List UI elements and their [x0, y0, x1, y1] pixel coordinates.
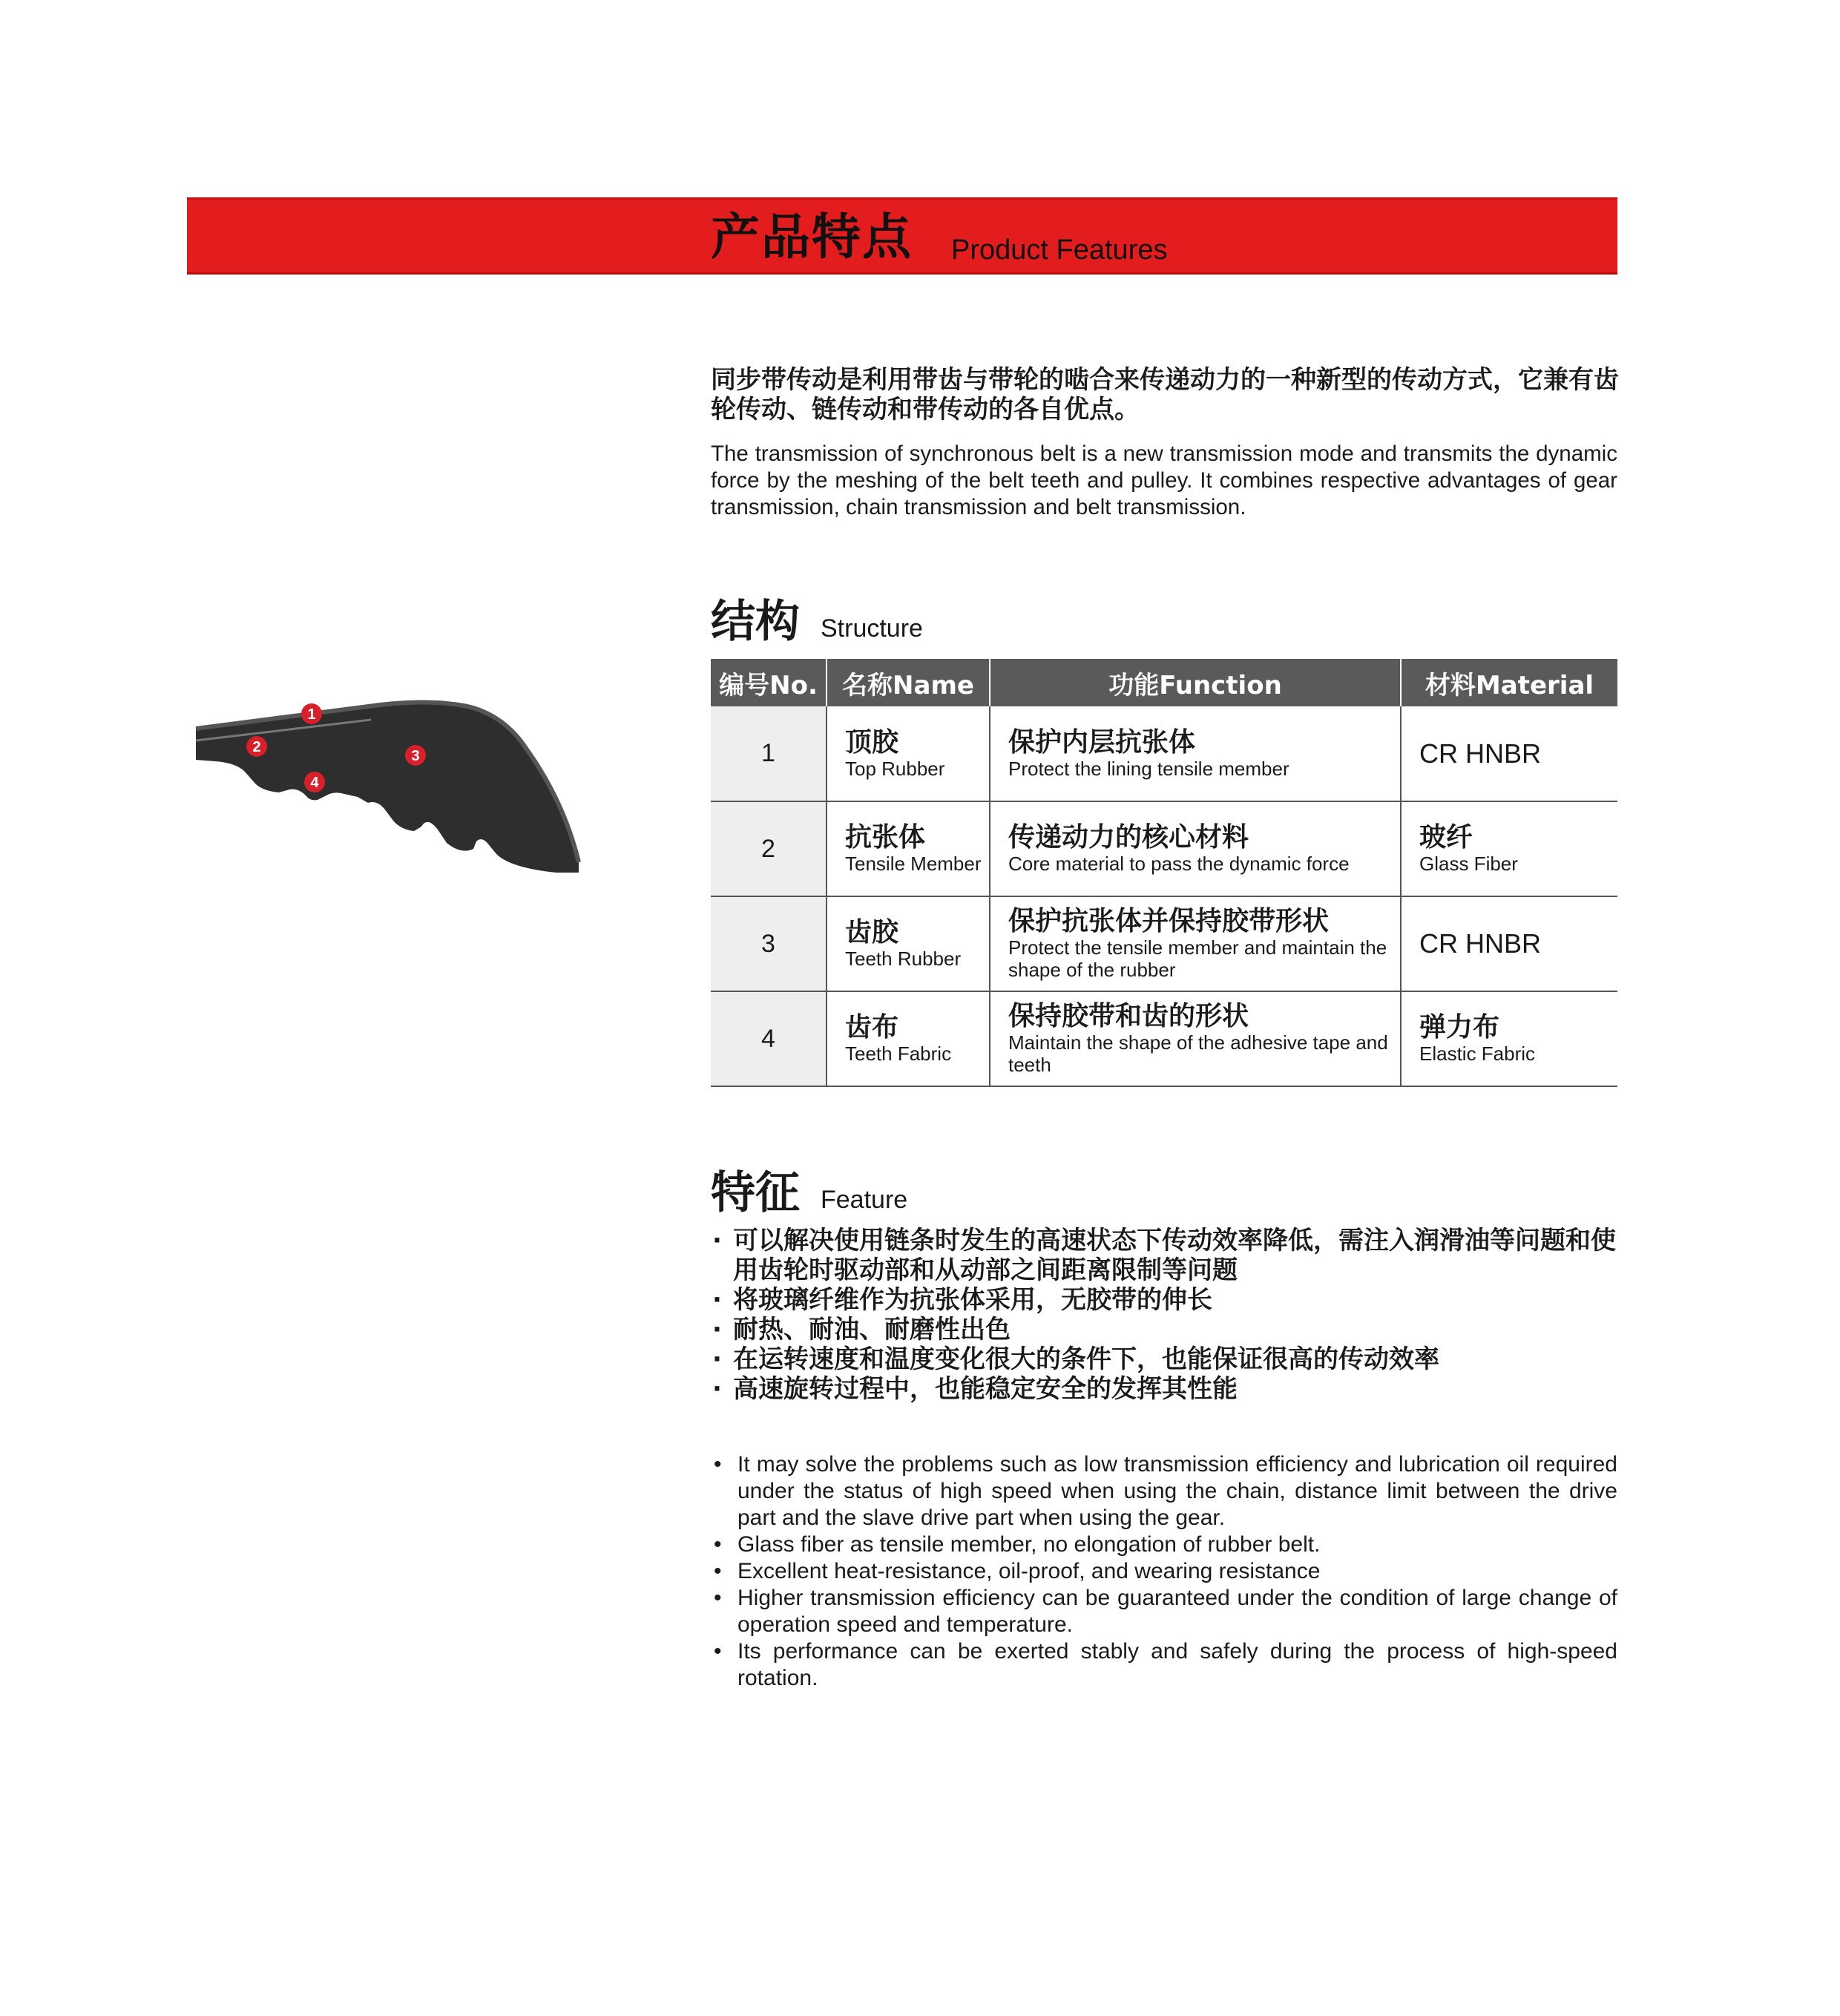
function-cn: 保持胶带和齿的形状	[1008, 1001, 1249, 1031]
name-cn: 齿布	[845, 1012, 899, 1043]
cell-material	[1401, 706, 1617, 801]
list-item: · 可以解决使用链条时发生的高速状态下传动效率降低，需注入润滑油等问题和使用齿轮时驱动部和从动部之间距离限制等问题	[711, 1226, 1631, 1285]
cell-function	[990, 896, 1401, 991]
table-header-row	[711, 659, 1617, 706]
banner-title-cn: 产品特点	[711, 209, 913, 266]
list-item: • It may solve the problems such as low transmission efficiency and lubrication oil required under the status of high speed when using the chain, distance limit between the drive part and the slave drive part when using the gear.	[711, 1451, 1617, 1531]
cell-name	[827, 991, 990, 1086]
svg-text:1: 1	[307, 706, 316, 723]
cell-no: 1	[711, 706, 827, 801]
part-marker-2	[246, 736, 267, 757]
name-en: Tensile Member	[845, 853, 982, 875]
cell-no: 3	[711, 896, 827, 991]
structure-heading	[711, 586, 923, 650]
cell-material	[1401, 991, 1617, 1086]
list-item: • Glass fiber as tensile member, no elongation of rubber belt.	[711, 1531, 1617, 1558]
svg-text:4: 4	[310, 775, 319, 791]
intro-text-cn: 同步带传动是利用带齿与带轮的啮合来传递动力的一种新型的传动方式，它兼有齿轮传动、链传动和带传动的各自优点。	[711, 365, 1619, 424]
structure-heading-cn: 结构	[711, 596, 800, 648]
material-en: Elastic Fabric	[1419, 1043, 1536, 1065]
table-row	[711, 801, 1617, 896]
function-cn: 传递动力的核心材料	[1008, 822, 1249, 853]
belt-diagram	[185, 690, 645, 883]
banner-title-en: Product Features	[951, 234, 1168, 266]
cell-function	[990, 991, 1401, 1086]
part-marker-1	[301, 703, 322, 724]
cell-material	[1401, 801, 1617, 896]
feature-heading	[711, 1158, 907, 1221]
cell-material	[1401, 896, 1617, 991]
cell-name	[827, 706, 990, 801]
table-row	[711, 991, 1617, 1086]
col-header-material: 材料Material	[1401, 659, 1617, 706]
name-en: Teeth Fabric	[845, 1043, 952, 1065]
name-cn: 顶胶	[845, 726, 899, 758]
svg-text:2: 2	[252, 739, 261, 755]
col-header-name: 名称Name	[827, 659, 990, 706]
name-en: Top Rubber	[845, 757, 945, 780]
section-banner	[187, 197, 1617, 275]
cell-name	[827, 896, 990, 991]
function-en: Core material to pass the dynamic force	[1008, 853, 1350, 875]
cell-function	[990, 706, 1401, 801]
name-en: Teeth Rubber	[845, 948, 962, 970]
intro-text-en: The transmission of synchronous belt is a new transmission mode and transmits the dynamic force by the meshing of the belt teeth and pulley. It combines respective advantages of gear transmission, chain transmission and belt transmission.	[711, 441, 1617, 519]
table-row	[711, 896, 1617, 991]
structure-table	[711, 659, 1617, 1087]
material-cn: 玻纤	[1419, 822, 1473, 853]
material-en: CR HNBR	[1419, 928, 1542, 959]
part-marker-3	[405, 745, 426, 766]
list-item: · 在运转速度和温度变化很大的条件下，也能保证很高的传动效率	[711, 1344, 1631, 1374]
cell-no: 4	[711, 991, 827, 1086]
list-item: · 耐热、耐油、耐磨性出色	[711, 1315, 1631, 1344]
belt-body	[196, 702, 579, 873]
material-cn: 弹力布	[1419, 1012, 1500, 1043]
material-en: Glass Fiber	[1419, 853, 1518, 875]
function-en: Maintain the shape of the adhesive tape and teeth	[1008, 1031, 1388, 1076]
function-en: Protect the tensile member and maintain the shape of the rubber	[1008, 936, 1387, 981]
function-en: Protect the lining tensile member	[1008, 757, 1289, 780]
feature-list-cn	[711, 1226, 1631, 1404]
list-item: • Its performance can be exerted stably and safely during the process of high-speed rotation.	[711, 1638, 1617, 1692]
name-cn: 齿胶	[845, 917, 899, 948]
feature-heading-cn: 特征	[711, 1167, 800, 1219]
cell-no: 2	[711, 801, 827, 896]
list-item: · 高速旋转过程中，也能稳定安全的发挥其性能	[711, 1374, 1631, 1404]
material-en: CR HNBR	[1419, 738, 1542, 769]
cell-function	[990, 801, 1401, 896]
col-header-no: 编号No.	[711, 659, 827, 706]
list-item: • Higher transmission efficiency can be guaranteed under the condition of large change of operation speed and temperature.	[711, 1585, 1617, 1638]
svg-text:3: 3	[411, 748, 420, 764]
part-marker-4	[304, 772, 325, 792]
table-row	[711, 706, 1617, 801]
name-cn: 抗张体	[845, 822, 926, 853]
list-item: · 将玻璃纤维作为抗张体采用，无胶带的伸长	[711, 1285, 1631, 1315]
feature-heading-en: Feature	[821, 1186, 908, 1214]
feature-list-en	[711, 1451, 1617, 1692]
function-cn: 保护内层抗张体	[1008, 726, 1196, 758]
structure-heading-en: Structure	[821, 614, 923, 643]
function-cn: 保护抗张体并保持胶带形状	[1008, 906, 1330, 936]
list-item: • Excellent heat-resistance, oil-proof, and wearing resistance	[711, 1558, 1617, 1585]
col-header-function: 功能Function	[990, 659, 1401, 706]
cell-name	[827, 801, 990, 896]
